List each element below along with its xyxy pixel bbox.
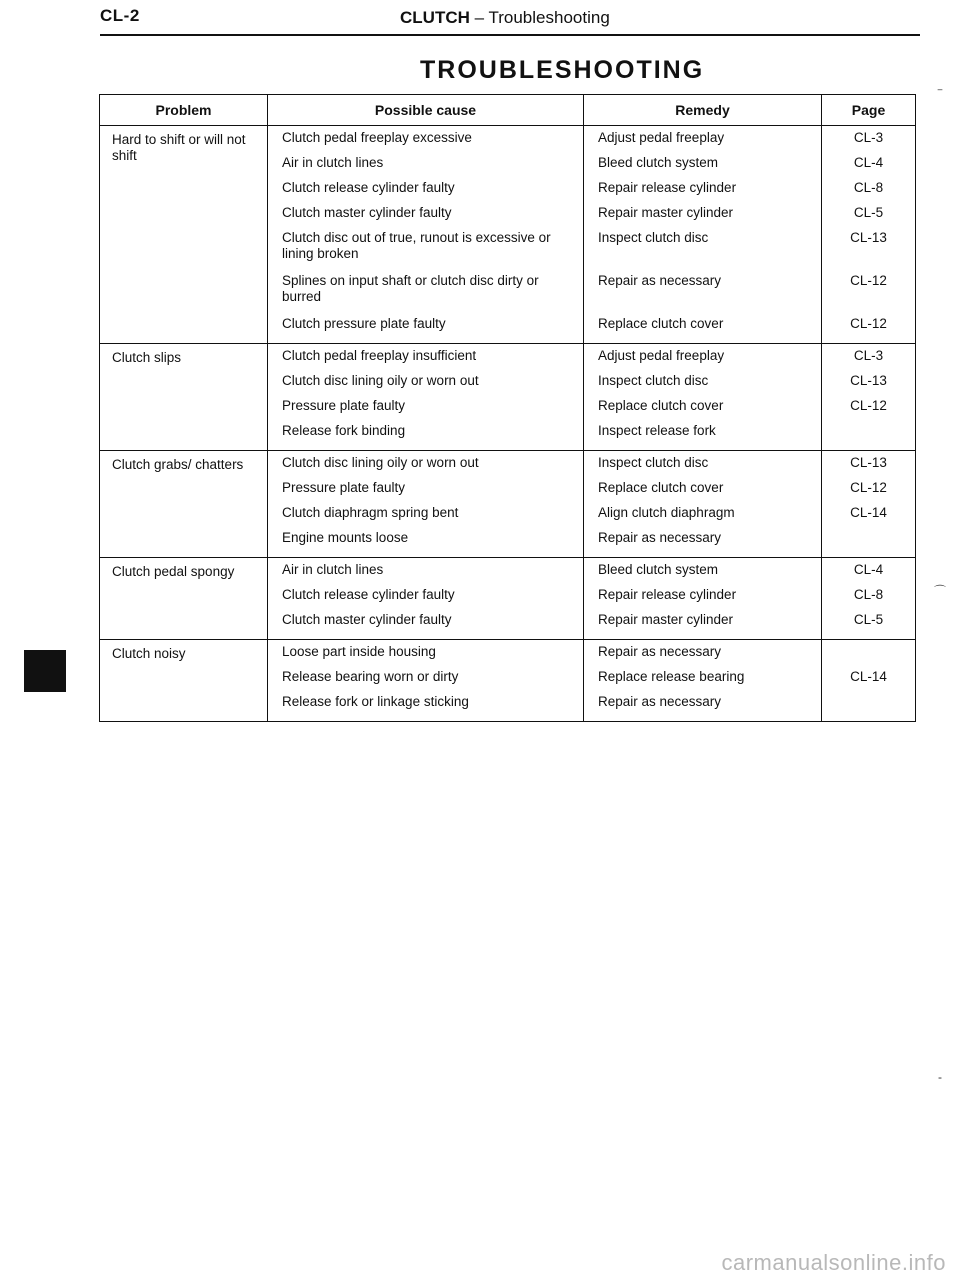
cause-line: Pressure plate faulty (282, 480, 406, 495)
page-ref: CL-12 (850, 273, 887, 288)
header-remedy: Remedy (584, 95, 822, 126)
remedy-cell (584, 126, 822, 344)
remedy-cell (584, 640, 822, 722)
page-ref: CL-5 (853, 612, 884, 627)
remedy-line: Repair master cylinder (598, 612, 734, 627)
page-cell (822, 640, 916, 722)
cause-line: Pressure plate faulty (282, 398, 406, 413)
remedy-line: Repair release cylinder (598, 587, 737, 602)
problem-group-row (100, 640, 916, 722)
remedy-line: Inspect clutch disc (598, 230, 709, 245)
section-name: CLUTCH (400, 8, 470, 27)
page-ref: CL-13 (850, 373, 887, 388)
margin-mark: - (938, 1070, 942, 1084)
running-header (400, 8, 610, 28)
page-ref: CL-3 (853, 130, 884, 145)
page-ref: CL-3 (853, 348, 884, 363)
page-ref: CL-13 (850, 455, 887, 470)
remedy-line: Replace clutch cover (598, 316, 724, 331)
page-ref: CL-12 (850, 316, 887, 331)
cause-line: Splines on input shaft or clutch disc dirty or burred (282, 273, 539, 304)
page-cell (822, 126, 916, 344)
problem-cell: Clutch grabs/ chatters (100, 451, 268, 558)
page-ref (822, 690, 915, 715)
cause-line: Clutch disc lining oily or worn out (282, 373, 479, 388)
page-ref: CL-8 (853, 587, 884, 602)
page-ref (822, 419, 915, 444)
problem-group-row (100, 558, 916, 640)
problem-cell: Clutch noisy (100, 640, 268, 722)
cause-line: Air in clutch lines (282, 562, 384, 577)
header-separator: – (469, 8, 489, 27)
margin-mark: ‾ (938, 88, 942, 102)
cause-cell (268, 126, 584, 344)
page-ref: CL-13 (850, 230, 887, 245)
cause-line: Clutch release cylinder faulty (282, 587, 455, 602)
remedy-line: Inspect clutch disc (598, 373, 709, 388)
remedy-line: Adjust pedal freeplay (598, 130, 725, 145)
cause-line: Engine mounts loose (282, 530, 409, 545)
cause-line: Release fork or linkage sticking (282, 694, 469, 709)
problem-cell: Clutch slips (100, 344, 268, 451)
remedy-cell (584, 558, 822, 640)
cause-line: Clutch pedal freeplay excessive (282, 130, 472, 145)
table-header-row (100, 95, 916, 126)
page-ref: CL-5 (853, 205, 884, 220)
header-page: Page (822, 95, 916, 126)
page-ref: CL-14 (850, 505, 887, 520)
page-ref: CL-14 (850, 669, 887, 684)
cause-line: Loose part inside housing (282, 644, 436, 659)
cause-line: Clutch master cylinder faulty (282, 205, 452, 220)
remedy-line: Replace release bearing (598, 669, 745, 684)
remedy-line: Repair master cylinder (598, 205, 734, 220)
page-ref (822, 640, 915, 665)
cause-line: Clutch pedal freeplay insufficient (282, 348, 477, 363)
header-problem: Problem (100, 95, 268, 126)
remedy-line: Repair as necessary (598, 644, 722, 659)
problem-group-row (100, 344, 916, 451)
remedy-line: Align clutch diaphragm (598, 505, 735, 520)
cause-line: Clutch pressure plate faulty (282, 316, 446, 331)
page-ref: CL-4 (853, 562, 884, 577)
page-code: CL-2 (100, 6, 140, 25)
cause-line: Clutch diaphragm spring bent (282, 505, 459, 520)
problem-group-row (100, 451, 916, 558)
cause-line: Clutch master cylinder faulty (282, 612, 452, 627)
remedy-line: Bleed clutch system (598, 562, 719, 577)
watermark: carmanualsonline.info (721, 1250, 946, 1275)
problem-cell: Clutch pedal spongy (100, 558, 268, 640)
page-ref: CL-12 (850, 398, 887, 413)
margin-mark: ⌒ (934, 584, 947, 598)
subsection-name: Troubleshooting (488, 8, 610, 27)
cause-line: Clutch disc out of true, runout is excessive or lining broken (282, 230, 551, 261)
remedy-line: Repair as necessary (598, 530, 722, 545)
header-possible-cause: Possible cause (268, 95, 584, 126)
page-cell (822, 344, 916, 451)
remedy-line: Adjust pedal freeplay (598, 348, 725, 363)
remedy-cell (584, 451, 822, 558)
remedy-line: Replace clutch cover (598, 480, 724, 495)
remedy-line: Repair as necessary (598, 694, 722, 709)
cause-cell (268, 451, 584, 558)
page-title: TROUBLESHOOTING (420, 56, 705, 84)
cause-cell (268, 344, 584, 451)
cause-line: Clutch disc lining oily or worn out (282, 455, 479, 470)
header-rule (100, 34, 920, 36)
cause-cell (268, 640, 584, 722)
section-tab-marker (24, 650, 66, 692)
problem-cell: Hard to shift or will not shift (100, 126, 268, 344)
remedy-line: Repair as necessary (598, 273, 722, 288)
cause-line: Clutch release cylinder faulty (282, 180, 455, 195)
remedy-cell (584, 344, 822, 451)
cause-cell (268, 558, 584, 640)
remedy-line: Inspect release fork (598, 423, 716, 438)
cause-line: Release bearing worn or dirty (282, 669, 459, 684)
page-ref (822, 526, 915, 551)
problem-group-row (100, 126, 916, 344)
remedy-line: Inspect clutch disc (598, 455, 709, 470)
troubleshooting-table (99, 94, 916, 722)
page-ref: CL-4 (853, 155, 884, 170)
remedy-line: Bleed clutch system (598, 155, 719, 170)
page-ref: CL-12 (850, 480, 887, 495)
page-cell (822, 451, 916, 558)
page-ref: CL-8 (853, 180, 884, 195)
cause-line: Air in clutch lines (282, 155, 384, 170)
table-body (100, 126, 916, 722)
remedy-line: Replace clutch cover (598, 398, 724, 413)
cause-line: Release fork binding (282, 423, 406, 438)
page-cell (822, 558, 916, 640)
remedy-line: Repair release cylinder (598, 180, 737, 195)
